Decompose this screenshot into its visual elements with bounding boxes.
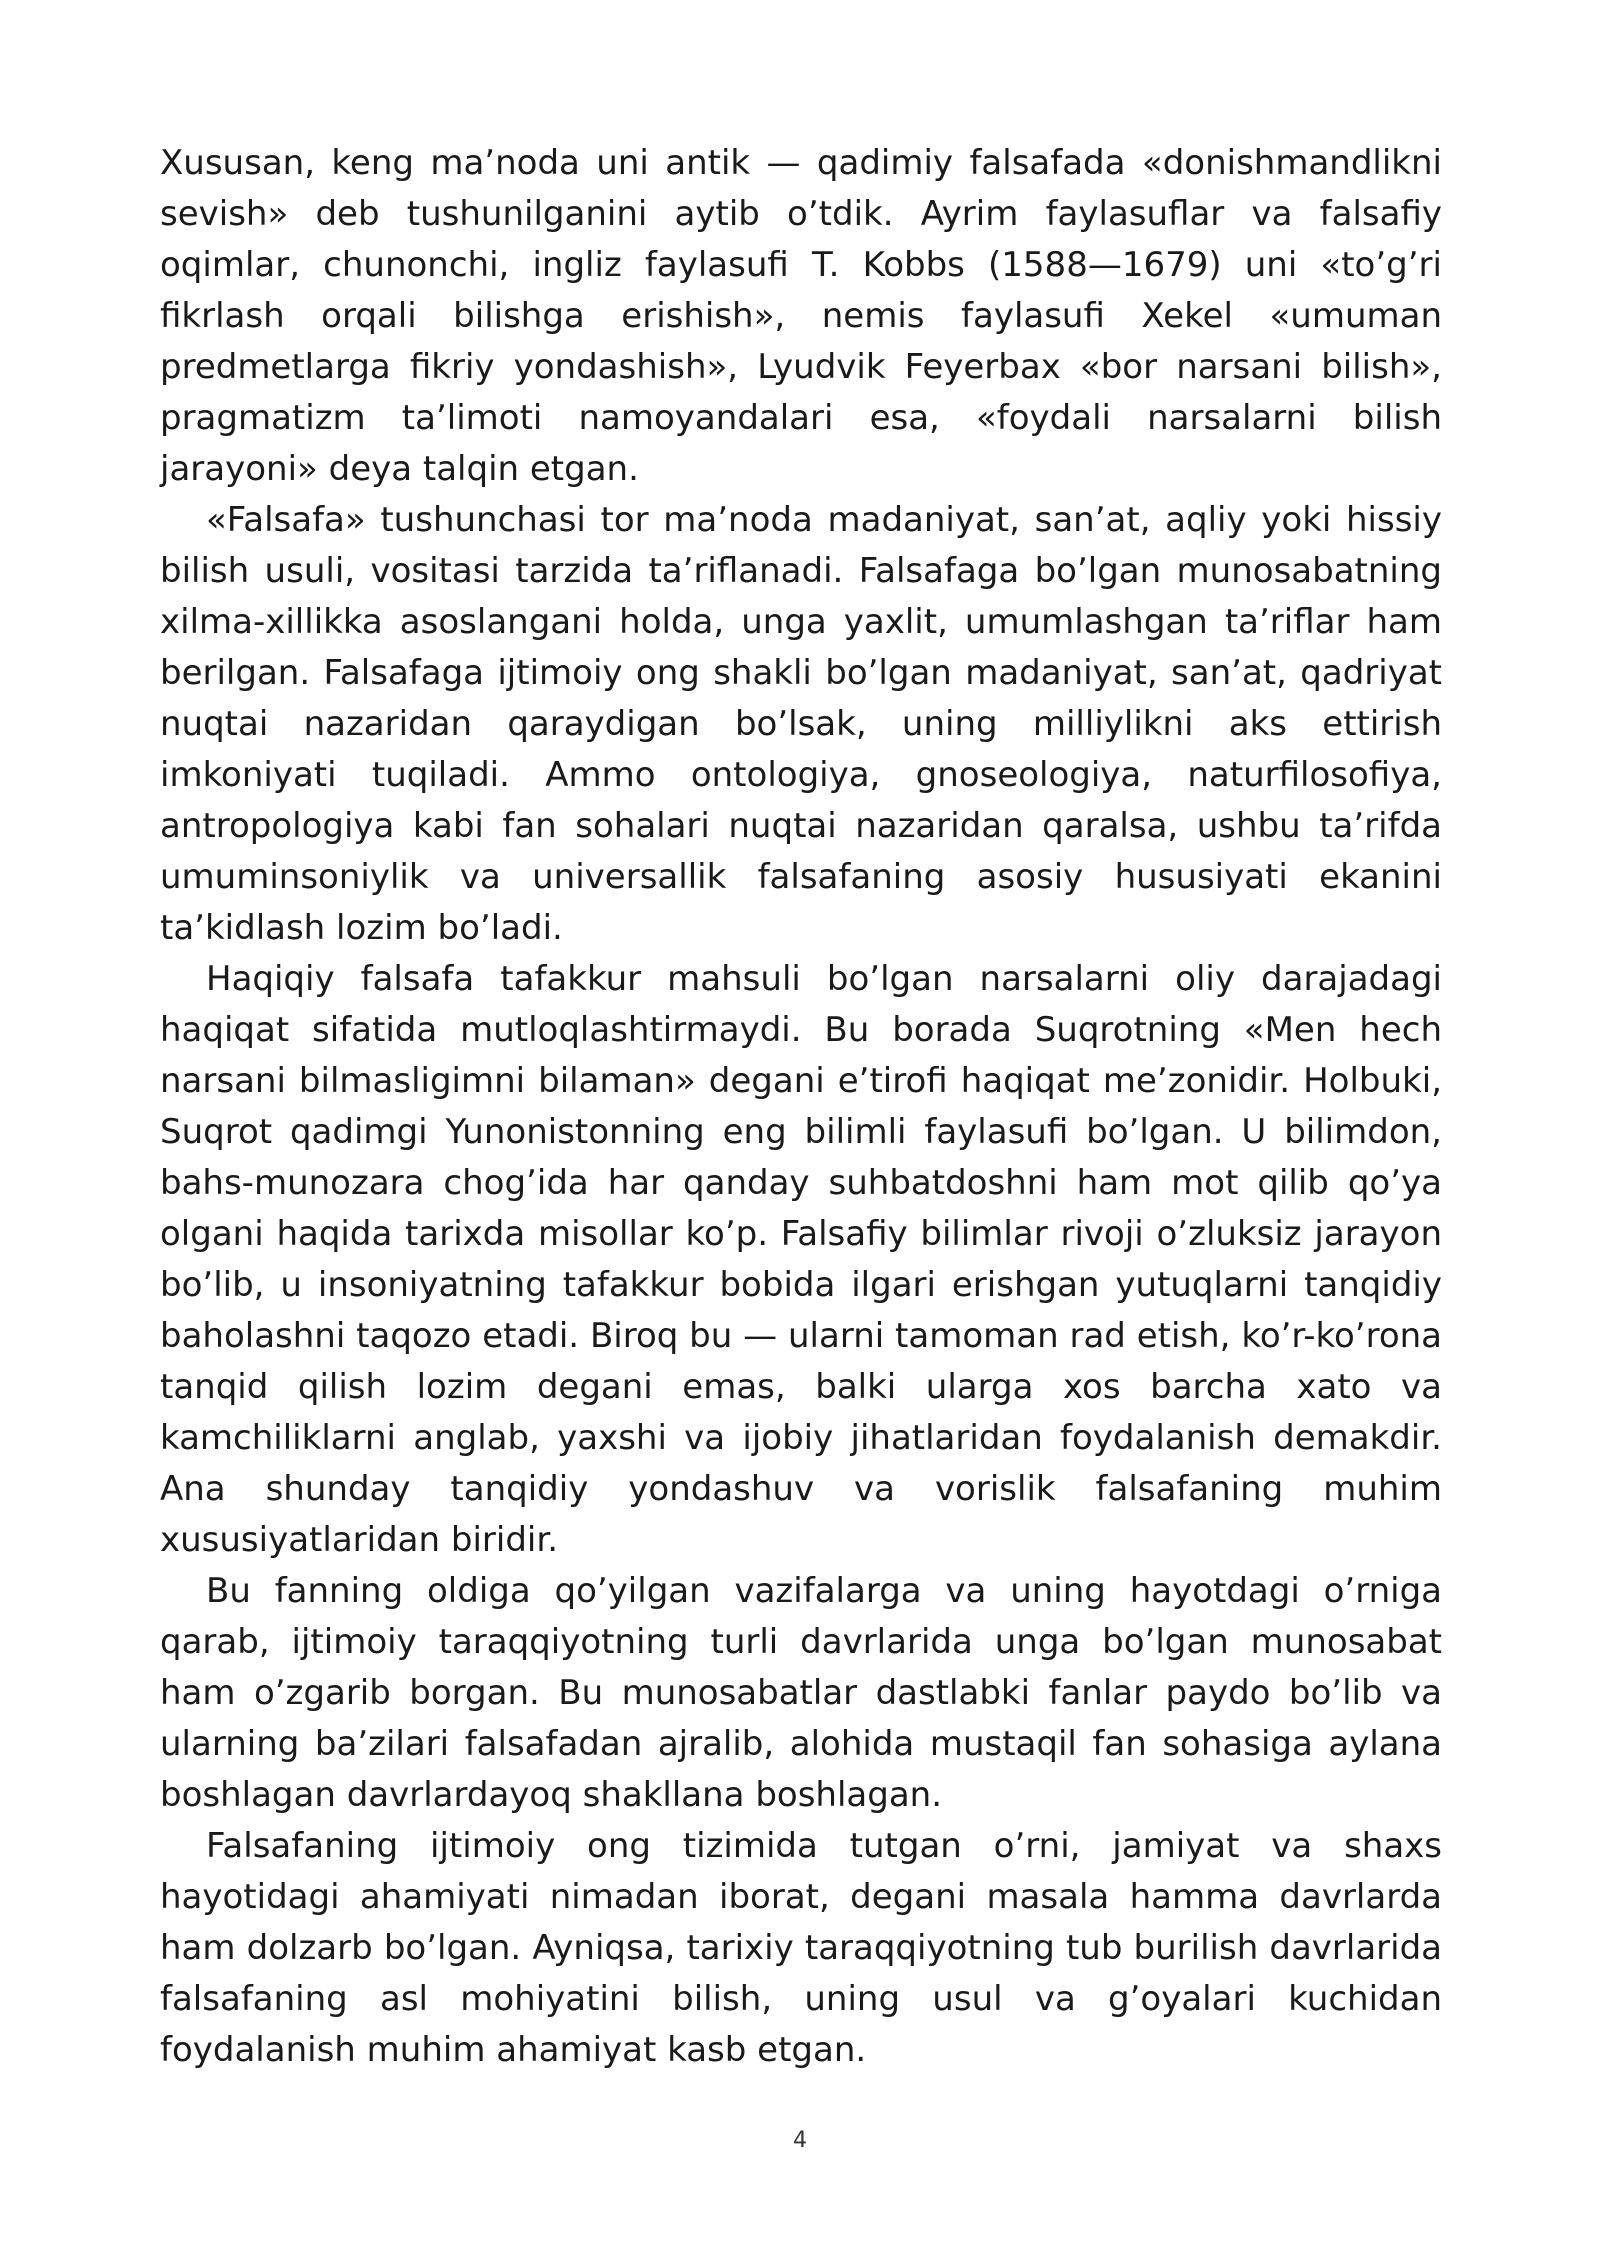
paragraph-1: Xususan, keng ma’noda uni antik — qadimiy falsafada «donishmandlikni sevish» deb tushunilganini aytib o’tdik. Ayrim faylasuflar va falsafiy oqimlar, chunonchi, ingliz faylasufi T. Kobbs (1588—1679) uni «to’g’ri fikrlash orqali bilishga erishish», nemis faylasufi Xekel «umuman predmetlarga fikriy yondashish», Lyudvik Feyerbax «bor narsani bilish», pragmatizm ta’limoti namoyandalari esa, «foydali narsalarni bilish jarayoni» deya talqin etgan. [160, 143, 1442, 489]
paragraph-2: «Falsafa» tushunchasi tor ma’noda madaniyat, san’at, aqliy yoki hissiy bilish usuli, vositasi tarzida ta’riflanadi. Falsafaga bo’lgan munosabatning xilma-xillikka asoslangani holda, unga yaxlit, umumlashgan ta’riflar ham berilgan. Falsafaga ijtimoiy ong shakli bo’lgan madaniyat, san’at, qadriyat nuqtai nazaridan qaraydigan bo’lsak, uning milliylikni aks ettirish imkoniyati tuqiladi. Ammo ontologiya, gnoseologiya, naturfilosofiya, antropologiya kabi fan sohalari nuqtai nazaridan qaralsa, ushbu ta’rifda umuminsoniylik va universallik falsafaning asosiy hususiyati ekanini ta’kidlash lozim bo’ladi. [160, 500, 1442, 948]
paragraph-5: Falsafaning ijtimoiy ong tizimida tutgan o’rni, jamiyat va shaxs hayotidagi ahamiyati nimadan iborat, degani masala hamma davrlarda ham dolzarb bo’lgan. Ayniqsa, tarixiy taraqqiyotning tub burilish davrlarida falsafaning asl mohiyatini bilish, uning usul va g’oyalari kuchidan foydalanish muhim ahamiyat kasb etgan. [160, 1826, 1442, 2070]
page-number: 4 [793, 2128, 807, 2153]
paragraph-3: Haqiqiy falsafa tafakkur mahsuli bo’lgan narsalarni oliy darajadagi haqiqat sifatida mutloqlashtirmaydi. Bu borada Suqrotning «Men hech narsani bilmasligimni bilaman» degani e’tirofi haqiqat me’zonidir. Holbuki, Suqrot qadimgi Yunonistonning eng bilimli faylasufi bo’lgan. U bilimdon, bahs-munozara chog’ida har qanday suhbatdoshni ham mot qilib qo’ya olgani haqida tarixda misollar ko’p. Falsafiy bilimlar rivoji o’zluksiz jarayon bo’lib, u insoniyatning tafakkur bobida ilgari erishgan yutuqlarni tanqidiy baholashni taqozo etadi. Biroq bu — ularni tamoman rad etish, ko’r-ko’rona tanqid qilish lozim degani emas, balki ularga xos barcha xato va kamchiliklarni anglab, yaxshi va ijobiy jihatlaridan foydalanish demakdir. Ana shunday tanqidiy yondashuv va vorislik falsafaning muhim xususiyatlaridan biridir. [160, 959, 1442, 1560]
paragraph-4: Bu fanning oldiga qo’yilgan vazifalarga va uning hayotdagi o’rniga qarab, ijtimoiy taraqqiyotning turli davrlarida unga bo’lgan munosabat ham o’zgarib borgan. Bu munosabatlar dastlabki fanlar paydo bo’lib va ularning ba’zilari falsafadan ajralib, alohida mustaqil fan sohasiga aylana boshlagan davrlardayoq shakllana boshlagan. [160, 1571, 1442, 1815]
body-text [160, 138, 1442, 2076]
